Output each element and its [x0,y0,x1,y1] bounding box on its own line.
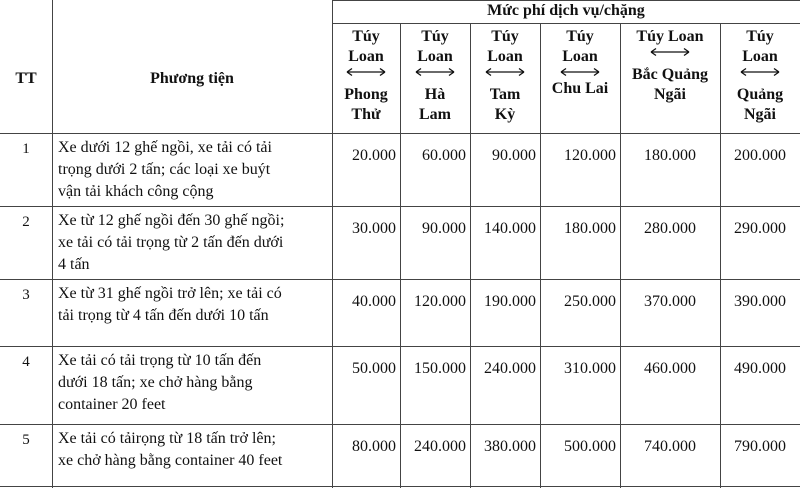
route-destination: Phong [344,86,388,103]
vehicle-description: vận tải khách công cộng [58,183,214,200]
row-number: 4 [22,354,30,370]
route-header-5 [620,27,720,105]
route-header-2 [400,27,470,125]
fee-value: 240.000 [484,360,536,377]
fee-value: 80.000 [352,438,396,455]
fee-value: 380.000 [484,438,536,455]
fee-value: 120.000 [564,147,616,164]
fee-value: 90.000 [492,147,536,164]
route-origin: Túy [352,28,380,45]
fee-value: 20.000 [352,147,396,164]
double-arrow-icon [650,47,690,57]
row-number: 1 [22,141,30,157]
route-destination: Chu Lai [551,80,609,97]
route-origin: Túy [746,28,774,45]
route-origin: Loan [562,48,598,65]
route-destination: Hà [424,86,446,103]
fee-value: 140.000 [484,220,536,237]
route-destination: Kỳ [494,106,516,123]
vehicle-description: Xe từ 31 ghế ngồi trở lên; xe tải có [58,285,282,302]
route-origin: Loan [417,48,453,65]
vehicle-description: Xe tải có tảirọng từ 18 tấn trở lên; [58,430,276,447]
vehicle-description: 4 tấn [58,256,90,273]
fee-value: 390.000 [734,293,786,310]
fee-value: 310.000 [564,360,616,377]
route-origin: Túy Loan [636,28,704,45]
vehicle-description: xe chở hàng bằng container 40 feet [58,452,283,469]
route-origin: Loan [348,48,384,65]
fee-value: 120.000 [414,293,466,310]
route-origin: Loan [487,48,523,65]
fee-value: 740.000 [644,438,696,455]
fee-value: 500.000 [564,438,616,455]
fee-value: 790.000 [734,438,786,455]
fee-value: 180.000 [564,220,616,237]
header-vehicle: Phương tiện [150,70,234,87]
grid-line [332,0,800,1]
route-header-3 [470,27,540,125]
fee-value: 250.000 [564,293,616,310]
route-origin: Túy [566,28,594,45]
fee-value: 190.000 [484,293,536,310]
double-arrow-icon [560,67,600,77]
vehicle-description: Xe từ 12 ghế ngồi đến 30 ghế ngồi; [58,212,285,229]
fee-value: 40.000 [352,293,396,310]
vehicle-description: trọng dưới 2 tấn; các loại xe buýt [58,161,271,178]
double-arrow-icon [415,67,455,77]
route-origin: Túy [491,28,519,45]
route-destination: Thử [351,106,381,123]
grid-line [332,23,800,24]
route-origin: Túy [421,28,449,45]
row-number: 3 [22,287,30,303]
vehicle-description: Xe dưới 12 ghế ngồi, xe tải có tải [58,139,272,156]
route-destination: Ngãi [744,106,776,123]
route-origin: Loan [742,48,778,65]
fee-value: 50.000 [352,360,396,377]
header-fee-group: Mức phí dịch vụ/chặng [487,2,645,19]
route-destination: Quảng [736,86,784,103]
fee-value: 280.000 [644,220,696,237]
fee-value: 30.000 [352,220,396,237]
fee-value: 60.000 [422,147,466,164]
double-arrow-icon [485,67,525,77]
route-header-6 [720,27,800,125]
route-destination: Ngãi [654,86,686,103]
route-header-1 [332,27,400,125]
vehicle-description: Xe tải có tải trọng từ 10 tấn đến [58,352,262,369]
fee-value: 490.000 [734,360,786,377]
fee-value: 240.000 [414,438,466,455]
route-header-4 [540,27,620,99]
fee-value: 150.000 [414,360,466,377]
fee-value: 200.000 [734,147,786,164]
route-destination: Lam [419,106,451,123]
fee-value: 460.000 [644,360,696,377]
double-arrow-icon [346,67,386,77]
vehicle-description: dưới 18 tấn; xe chở hàng bằng [58,374,253,391]
fee-value: 370.000 [644,293,696,310]
route-destination: Tam [489,86,521,103]
row-number: 5 [22,432,30,448]
vehicle-description: xe tải có tải trọng từ 2 tấn đến dưới [58,234,284,251]
route-destination: Bắc Quảng [631,66,708,83]
row-number: 2 [22,214,30,230]
header-tt: TT [15,70,37,87]
fee-value: 290.000 [734,220,786,237]
vehicle-description: container 20 feet [58,396,166,413]
fee-value: 90.000 [422,220,466,237]
double-arrow-icon [740,67,780,77]
fee-value: 180.000 [644,147,696,164]
vehicle-description: tải trọng từ 4 tấn đến dưới 10 tấn [58,307,269,324]
